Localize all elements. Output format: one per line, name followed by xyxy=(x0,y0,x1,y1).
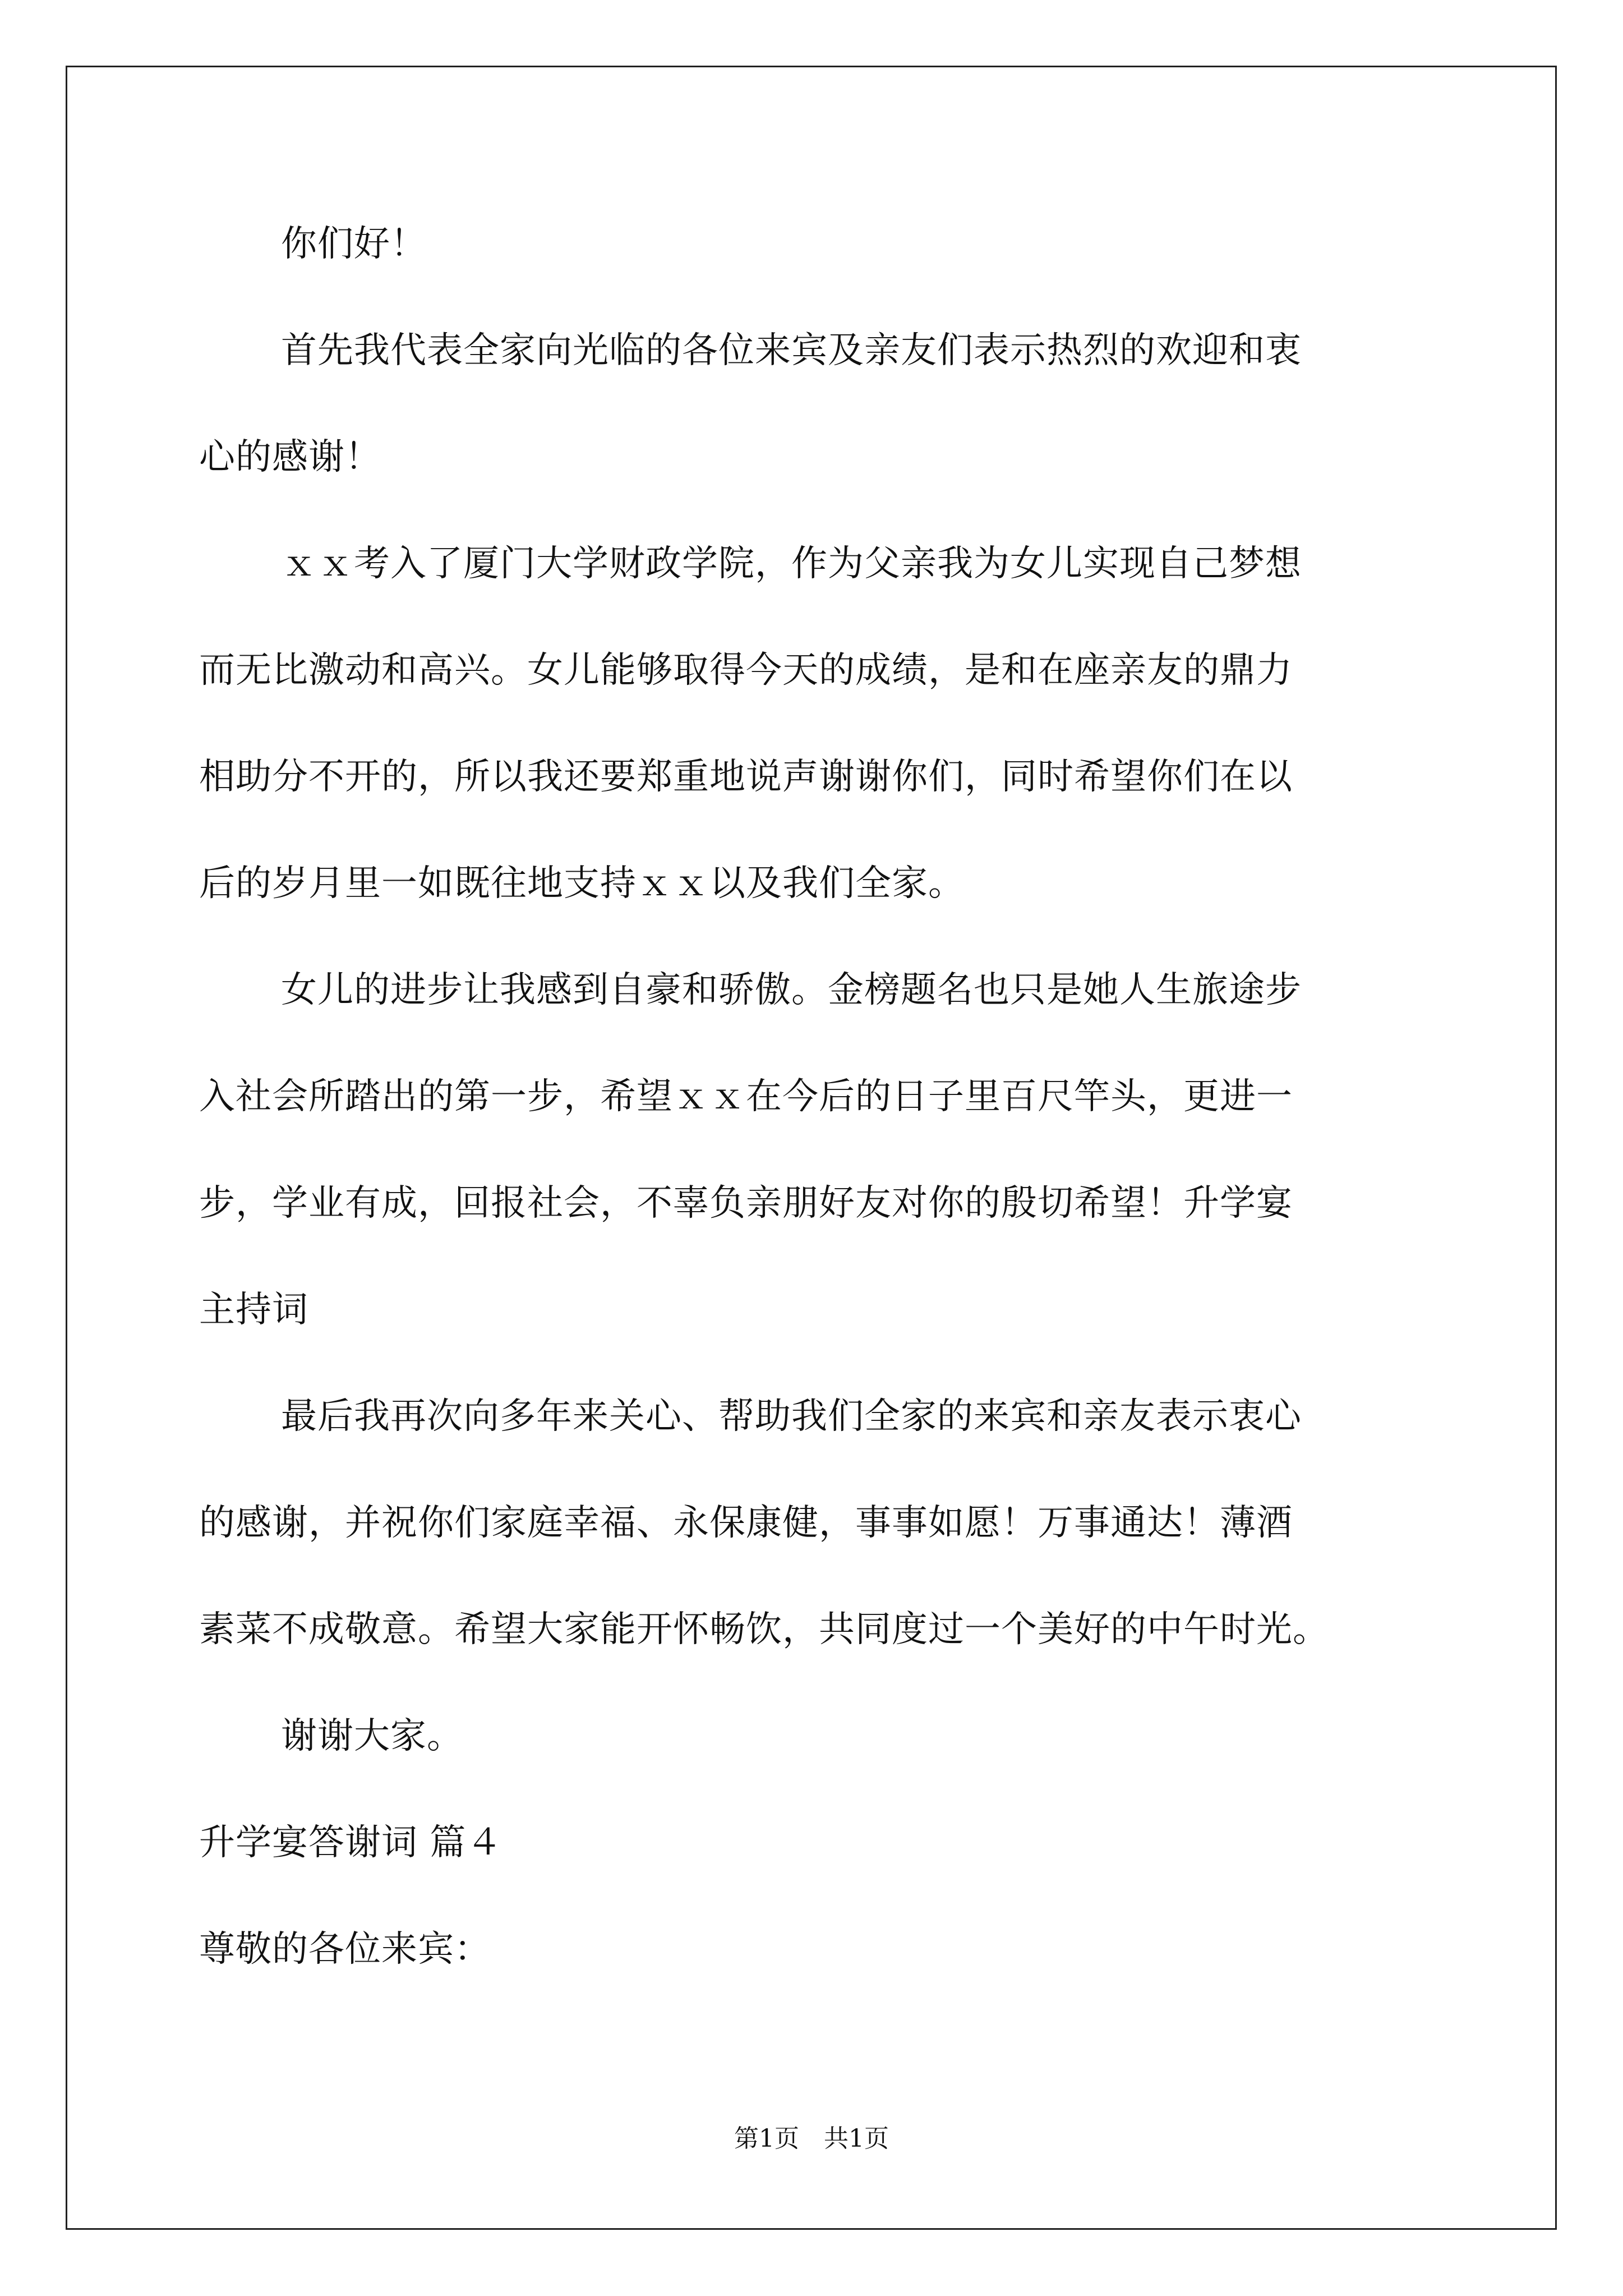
section-heading: 升学宴答谢词 篇４ xyxy=(199,1822,503,1864)
paragraph-line: 主持词 xyxy=(199,1289,308,1331)
paragraph-line: ｘｘ考入了厦门大学财政学院，作为父亲我为女儿实现自己梦想 xyxy=(281,543,1302,585)
paragraph-line: 首先我代表全家向光临的各位来宾及亲友们表示热烈的欢迎和衷 xyxy=(281,330,1302,371)
paragraph-line: 后的岁月里一如既往地支持ｘｘ以及我们全家。 xyxy=(199,863,965,904)
page-footer: 第1页 共1页 xyxy=(734,2124,889,2153)
paragraph-line: 相助分不开的，所以我还要郑重地说声谢谢你们，同时希望你们在以 xyxy=(199,756,1293,798)
paragraph-line: 而无比激动和高兴。女儿能够取得今天的成绩，是和在座亲友的鼎力 xyxy=(199,650,1293,691)
closing-line: 谢谢大家。 xyxy=(281,1715,463,1757)
paragraph-line: 女儿的进步让我感到自豪和骄傲。金榜题名也只是她人生旅途步 xyxy=(281,969,1302,1011)
page-border xyxy=(66,66,1557,2230)
paragraph-line: 素菜不成敬意。希望大家能开怀畅饮，共同度过一个美好的中午时光。 xyxy=(199,1609,1329,1650)
greeting-line: 你们好！ xyxy=(281,223,427,265)
paragraph-line: 步，学业有成，回报社会，不辜负亲朋好友对你的殷切希望！升学宴 xyxy=(199,1182,1293,1224)
paragraph-line: 的感谢，并祝你们家庭幸福、永保康健，事事如愿！万事通达！薄酒 xyxy=(199,1502,1293,1544)
paragraph-line: 最后我再次向多年来关心、帮助我们全家的来宾和亲友表示衷心 xyxy=(281,1396,1302,1437)
paragraph-line: 入社会所踏出的第一步，希望ｘｘ在今后的日子里百尺竿头，更进一 xyxy=(199,1076,1293,1117)
salutation-line: 尊敬的各位来宾： xyxy=(199,1929,491,1970)
paragraph-line: 心的感谢！ xyxy=(199,436,381,478)
